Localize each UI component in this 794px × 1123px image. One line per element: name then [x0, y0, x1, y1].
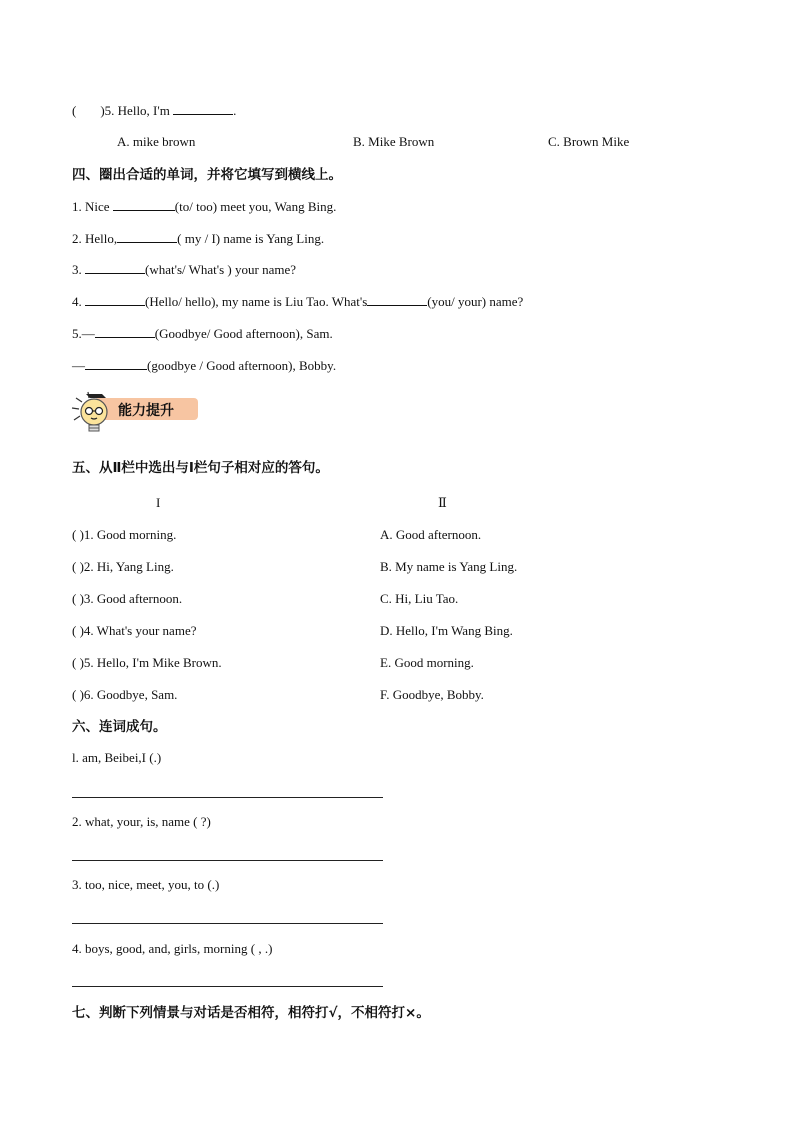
answer-paren-open: (: [72, 103, 77, 118]
sec4-item-1-blank[interactable]: [113, 199, 175, 211]
sec4-item-6: [72, 358, 336, 374]
sec4-item-4-blank-1[interactable]: [85, 294, 145, 306]
sec4-item-2-blank[interactable]: [117, 231, 177, 243]
column-1-header: I: [156, 495, 161, 510]
sec4-item-5-pre: 5.—: [72, 326, 95, 341]
sentence-item-2: 2. what, your, is, name ( ?): [72, 814, 211, 829]
sec4-item-5-blank[interactable]: [95, 326, 155, 338]
sec4-item-5-post: (Goodbye/ Good afternoon), Sam.: [154, 326, 333, 341]
answer-line-1[interactable]: [72, 797, 383, 798]
sec4-item-6-post: (goodbye / Good afternoon), Bobby.: [147, 358, 337, 373]
lightbulb-icon: [66, 390, 114, 438]
sec4-item-1: [72, 199, 336, 215]
sentence-item-1: l. am, Beibei,I (.): [72, 750, 162, 765]
sec4-item-6-blank[interactable]: [85, 358, 147, 370]
sec4-item-2-post: ( my / I) name is Yang Ling.: [177, 231, 325, 246]
match-right-d: D. Hello, I'm Wang Bing.: [380, 623, 513, 638]
sentence-item-4: 4. boys, good, and, girls, morning ( , .): [72, 941, 273, 956]
sec4-item-4-blank-2[interactable]: [367, 294, 427, 306]
sec4-item-3-blank[interactable]: [85, 262, 145, 274]
sec4-item-4-mid: (Hello/ hello), my name is Liu Tao. What's: [145, 294, 368, 309]
match-left-2[interactable]: ( )2. Hi, Yang Ling.: [72, 559, 174, 574]
sec4-item-3-pre: 3.: [72, 262, 85, 277]
match-right-e: E. Good morning.: [380, 655, 474, 670]
match-right-c: C. Hi, Liu Tao.: [380, 591, 459, 606]
answer-line-2[interactable]: [72, 860, 383, 861]
sec4-item-1-pre: 1. Nice: [72, 199, 113, 214]
sec4-item-1-post: (to/ too) meet you, Wang Bing.: [174, 199, 337, 214]
match-left-1[interactable]: ( )1. Good morning.: [72, 527, 177, 542]
match-right-f: F. Goodbye, Bobby.: [380, 687, 484, 702]
sec4-item-5: [72, 326, 333, 342]
sec4-item-3-post: (what's/ What's ) your name?: [145, 262, 297, 277]
sec4-item-4: [72, 294, 523, 310]
section4-title: 四、圈出合适的单词，并将它填写到横线上。: [72, 167, 342, 183]
badge-label: 能力提升: [118, 403, 174, 419]
match-left-3[interactable]: ( )3. Good afternoon.: [72, 591, 183, 606]
section6-title: 六、连词成句。: [72, 719, 167, 735]
sec4-item-4-pre: 4.: [72, 294, 85, 309]
q3-item5: [72, 103, 236, 119]
q3-item5-end: .: [233, 103, 237, 118]
q3-option-a[interactable]: A. mike brown: [117, 134, 196, 149]
section7-title: 七、判断下列情景与对话是否相符，相符打√，不相符打×。: [72, 1005, 430, 1021]
q3-option-b[interactable]: B. Mike Brown: [353, 134, 435, 149]
sec4-item-4-post: (you/ your) name?: [427, 294, 524, 309]
match-right-a: A. Good afternoon.: [380, 527, 482, 542]
sentence-item-3: 3. too, nice, meet, you, to (.): [72, 877, 220, 892]
q3-item5-text: )5. Hello, I'm: [100, 103, 170, 118]
q3-item5-blank[interactable]: [173, 103, 233, 115]
sec4-item-2: [72, 231, 324, 247]
match-right-b: B. My name is Yang Ling.: [380, 559, 518, 574]
sec4-item-2-pre: 2. Hello,: [72, 231, 118, 246]
match-left-5[interactable]: ( )5. Hello, I'm Mike Brown.: [72, 655, 222, 670]
ability-badge: [66, 390, 206, 438]
match-left-6[interactable]: ( )6. Goodbye, Sam.: [72, 687, 178, 702]
section5-title: 五、从Ⅱ栏中选出与Ⅰ栏句子相对应的答句。: [72, 460, 329, 476]
sec4-item-3: [72, 262, 296, 278]
column-2-header: Ⅱ: [438, 495, 447, 510]
match-left-4[interactable]: ( )4. What's your name?: [72, 623, 197, 638]
q3-option-c[interactable]: C. Brown Mike: [548, 134, 630, 149]
sec4-item-6-pre: —: [72, 358, 85, 373]
answer-line-3[interactable]: [72, 923, 383, 924]
answer-line-4[interactable]: [72, 986, 383, 987]
